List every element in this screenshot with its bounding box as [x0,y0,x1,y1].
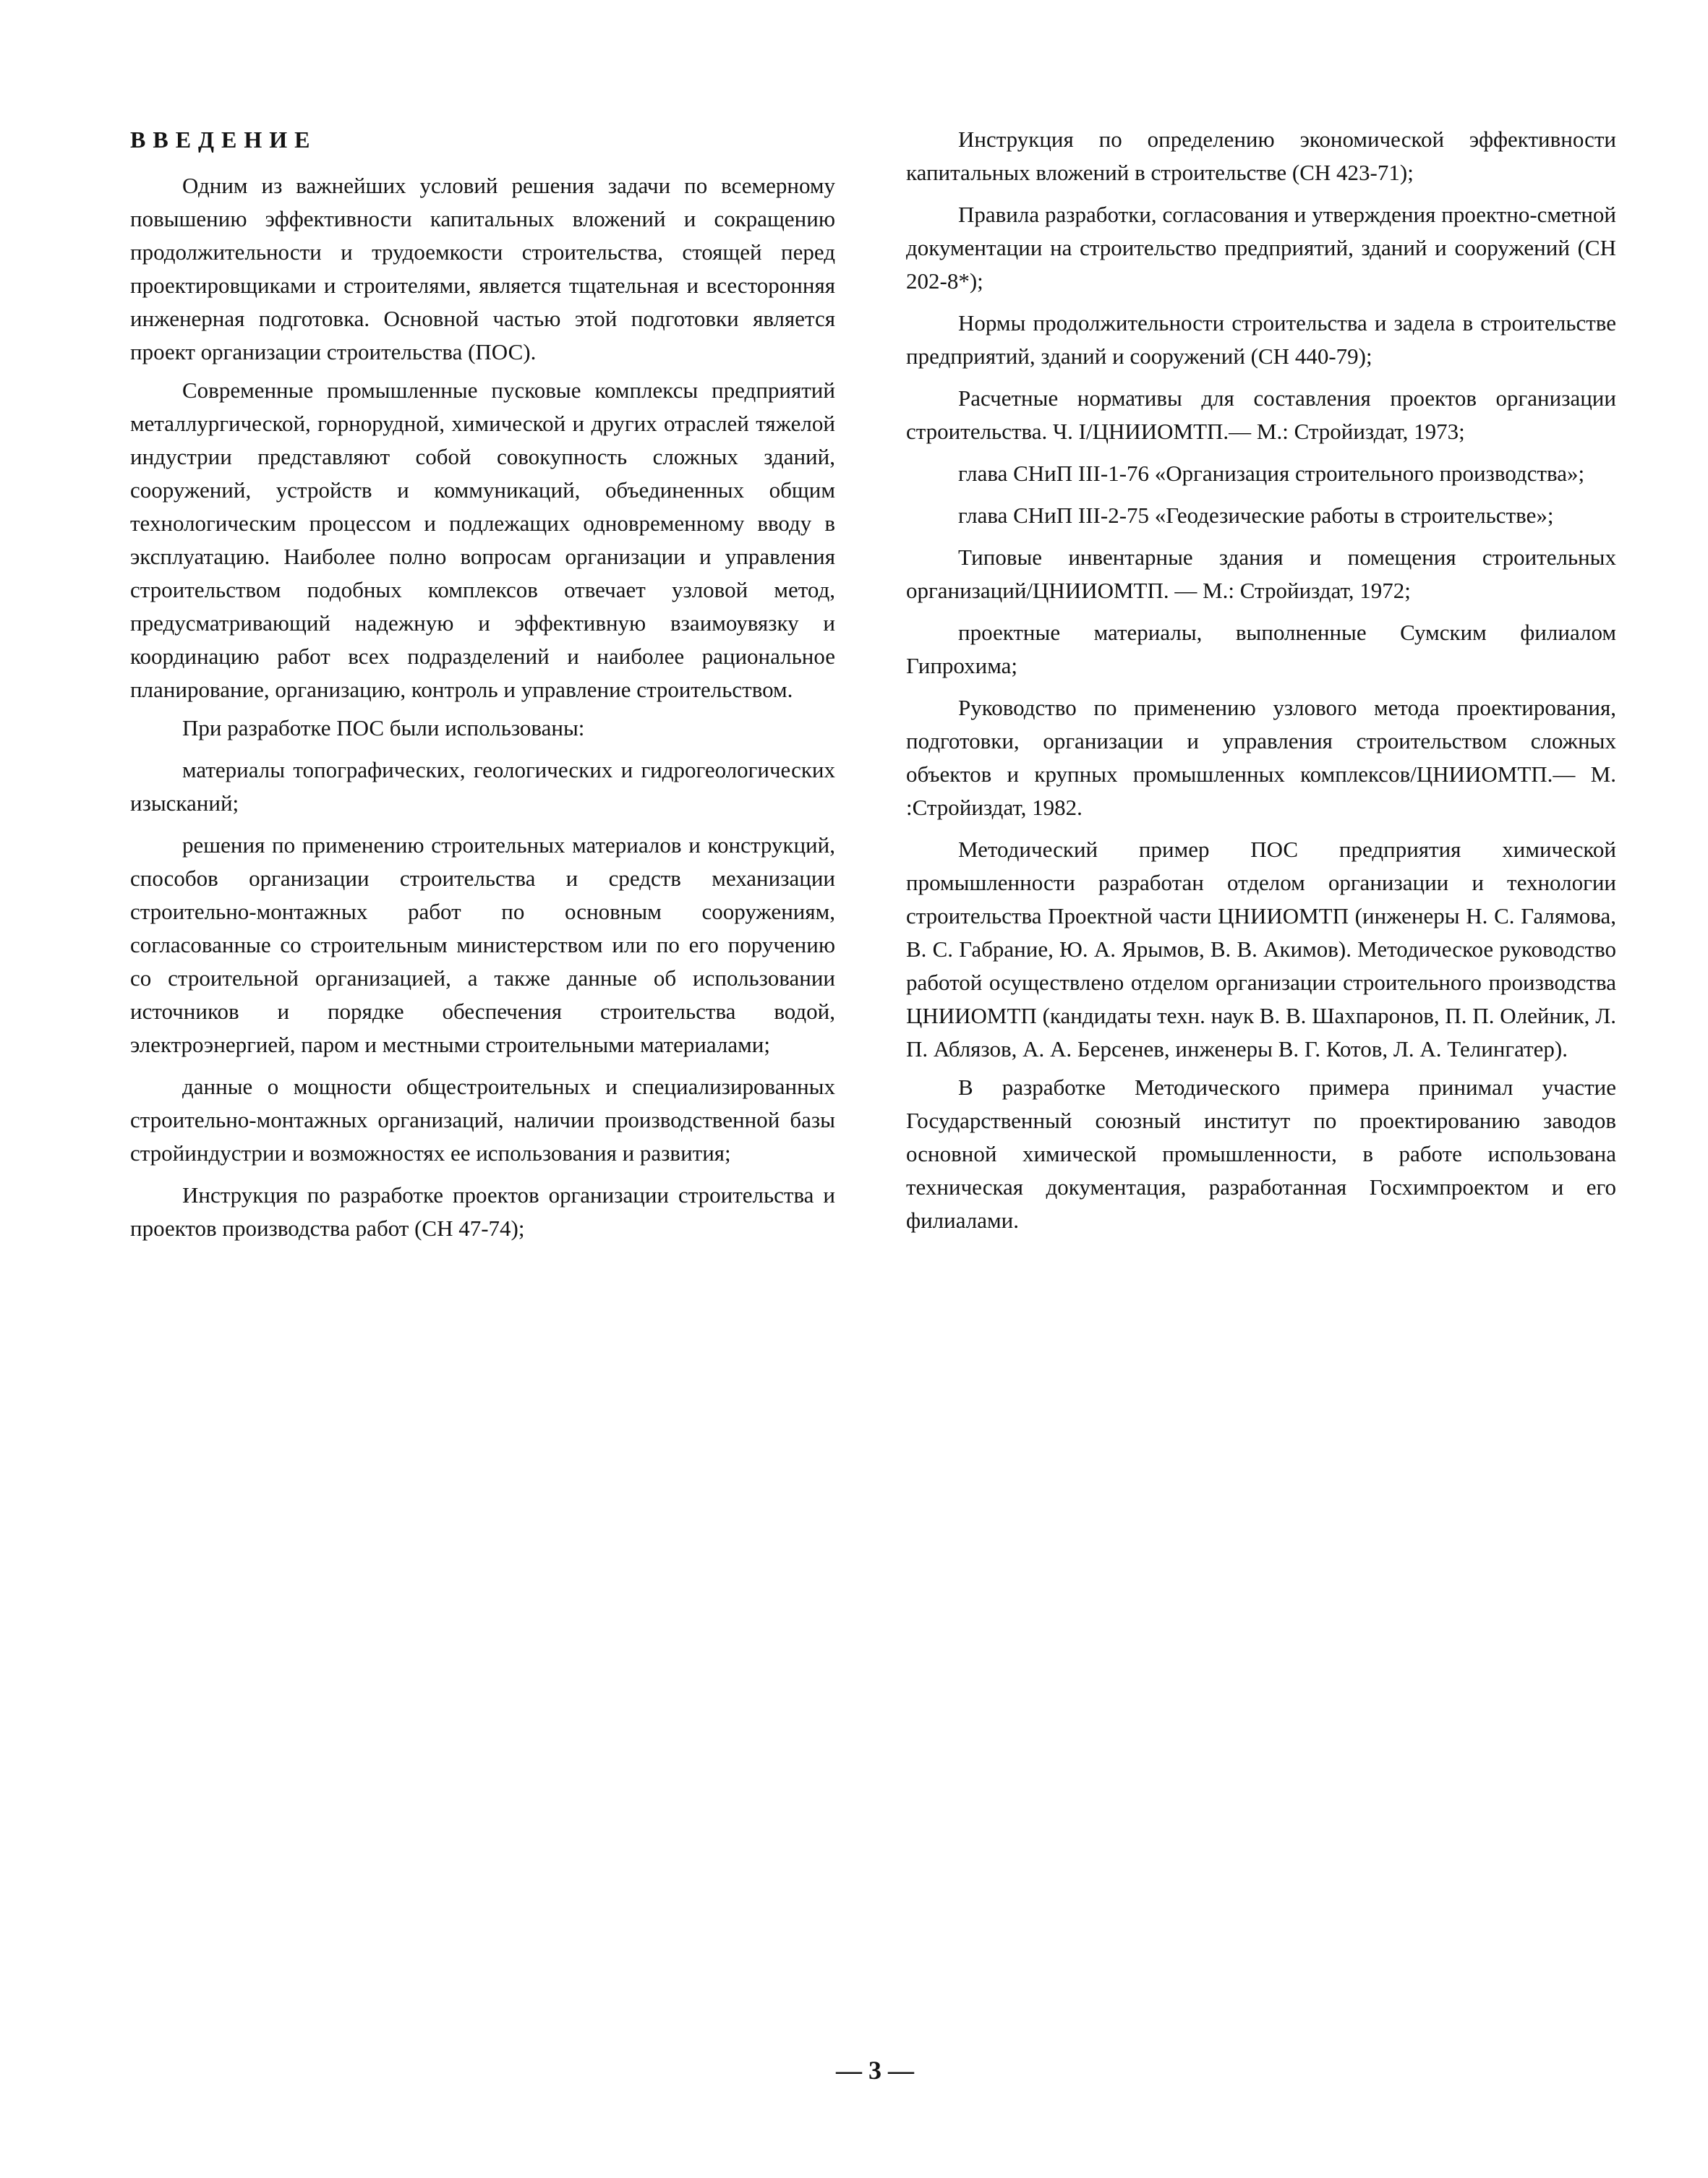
paragraph: Одним из важнейших условий решения задачи по всемерному повышению эффективности капитальных вложений и сокращению продолжительности и трудоемкости строительства, стоящей перед проектировщиками и строителями, является тщательная и всесторонняя инженерная подготовка. Основной частью этой подготовки является проект организации строительства (ПОС). [130,173,835,364]
source-list-item: проектные материалы, выполненные Сумским филиалом Гипрохима; [906,620,1616,678]
source-list-item: Инструкция по определению экономической эффективности капитальных вложений в строительстве (СН 423-71); [906,127,1616,185]
paragraph: Современные промышленные пусковые комплексы предприятий металлургической, горнорудной, химической и других отраслей тяжелой индустрии представляют собой совокупность сложных зданий, сооружений, устройств и коммуникаций, объединенных общим технологическим процессом и подлежащих одновременному вводу в эксплуатацию. Наиболее полно вопросам организации и управления строительством подобных комплексов отвечает узловой метод, предусматривающий надежную и эффективную взаимоувязку и координацию работ всех подразделений и наиболее рациональное планирование, организацию, контроль и управление строительством. [130,377,835,702]
source-list-item: данные о мощности общестроительных и специализированных строительно-монтажных организаций, наличии производственной базы стройиндустрии и возможностях ее использования и развития; [130,1074,835,1166]
source-list-item: Нормы продолжительности строительства и задела в строительстве предприятий, зданий и сооружений (СН 440-79); [906,310,1616,369]
source-list-item: материалы топографических, геологических и гидрогеологических изысканий; [130,757,835,816]
source-list-item: глава СНиП III-1-76 «Организация строительного производства»; [958,461,1585,486]
section-heading: ВВЕДЕНИЕ [130,127,317,153]
paragraph: В разработке Методического примера принимал участие Государственный союзный институт по проектированию заводов основной химической промышленности, в работе использована техническая документация, разработанная Госхимпроектом и его филиалами. [906,1075,1616,1233]
paragraph: При разработке ПОС были использованы: [182,715,585,740]
left-column [130,123,835,1254]
source-list-item: решения по применению строительных материалов и конструкций, способов организации строительства и средств механизации строительно-монтажных работ по основным сооружениям, согласованные со строительным министерством или по его поручению со строительной организацией, а также данные об использовании источников и порядке обеспечения строительства водой, электроэнергией, паром и местными строительными материалами; [130,832,835,1057]
right-column [906,123,1616,1242]
source-list-item: Типовые инвентарные здания и помещения строительных организаций/ЦНИИОМТП. — М.: Стройиздат, 1972; [906,544,1616,603]
source-list-item: Руководство по применению узлового метода проектирования, подготовки, организации и управления строительством сложных объектов и крупных промышленных комплексов/ЦНИИОМТП.— М. :Стройиздат, 1982. [906,695,1616,820]
source-list-item: Правила разработки, согласования и утверждения проектно-сметной документации на строительство предприятий, зданий и сооружений (СН 202-8*); [906,202,1616,294]
source-list-item: глава СНиП III-2-75 «Геодезические работы в строительстве»; [958,503,1554,528]
paragraph: Методический пример ПОС предприятия химической промышленности разработан отделом организации и технологии строительства Проектной части ЦНИИОМТП (инженеры Н. С. Галямова, В. С. Габрание, Ю. А. Ярымов, В. В. Акимов). Методическое руководство работой осуществлено отделом организации строительного производства ЦНИИОМТП (кандидаты техн. наук В. В. Шахпаронов, П. П. Олейник, Л. П. Аблязов, А. А. Берсенев, инженеры В. Г. Котов, Л. А. Телингатер). [906,837,1616,1062]
source-list-item: Инструкция по разработке проектов организации строительства и проектов производства работ (СН 47-74); [130,1182,835,1241]
page-number: — 3 — [836,2056,914,2085]
source-list-item: Расчетные нормативы для составления проектов организации строительства. Ч. I/ЦНИИОМТП.— М.: Стройиздат, 1973; [906,385,1616,444]
